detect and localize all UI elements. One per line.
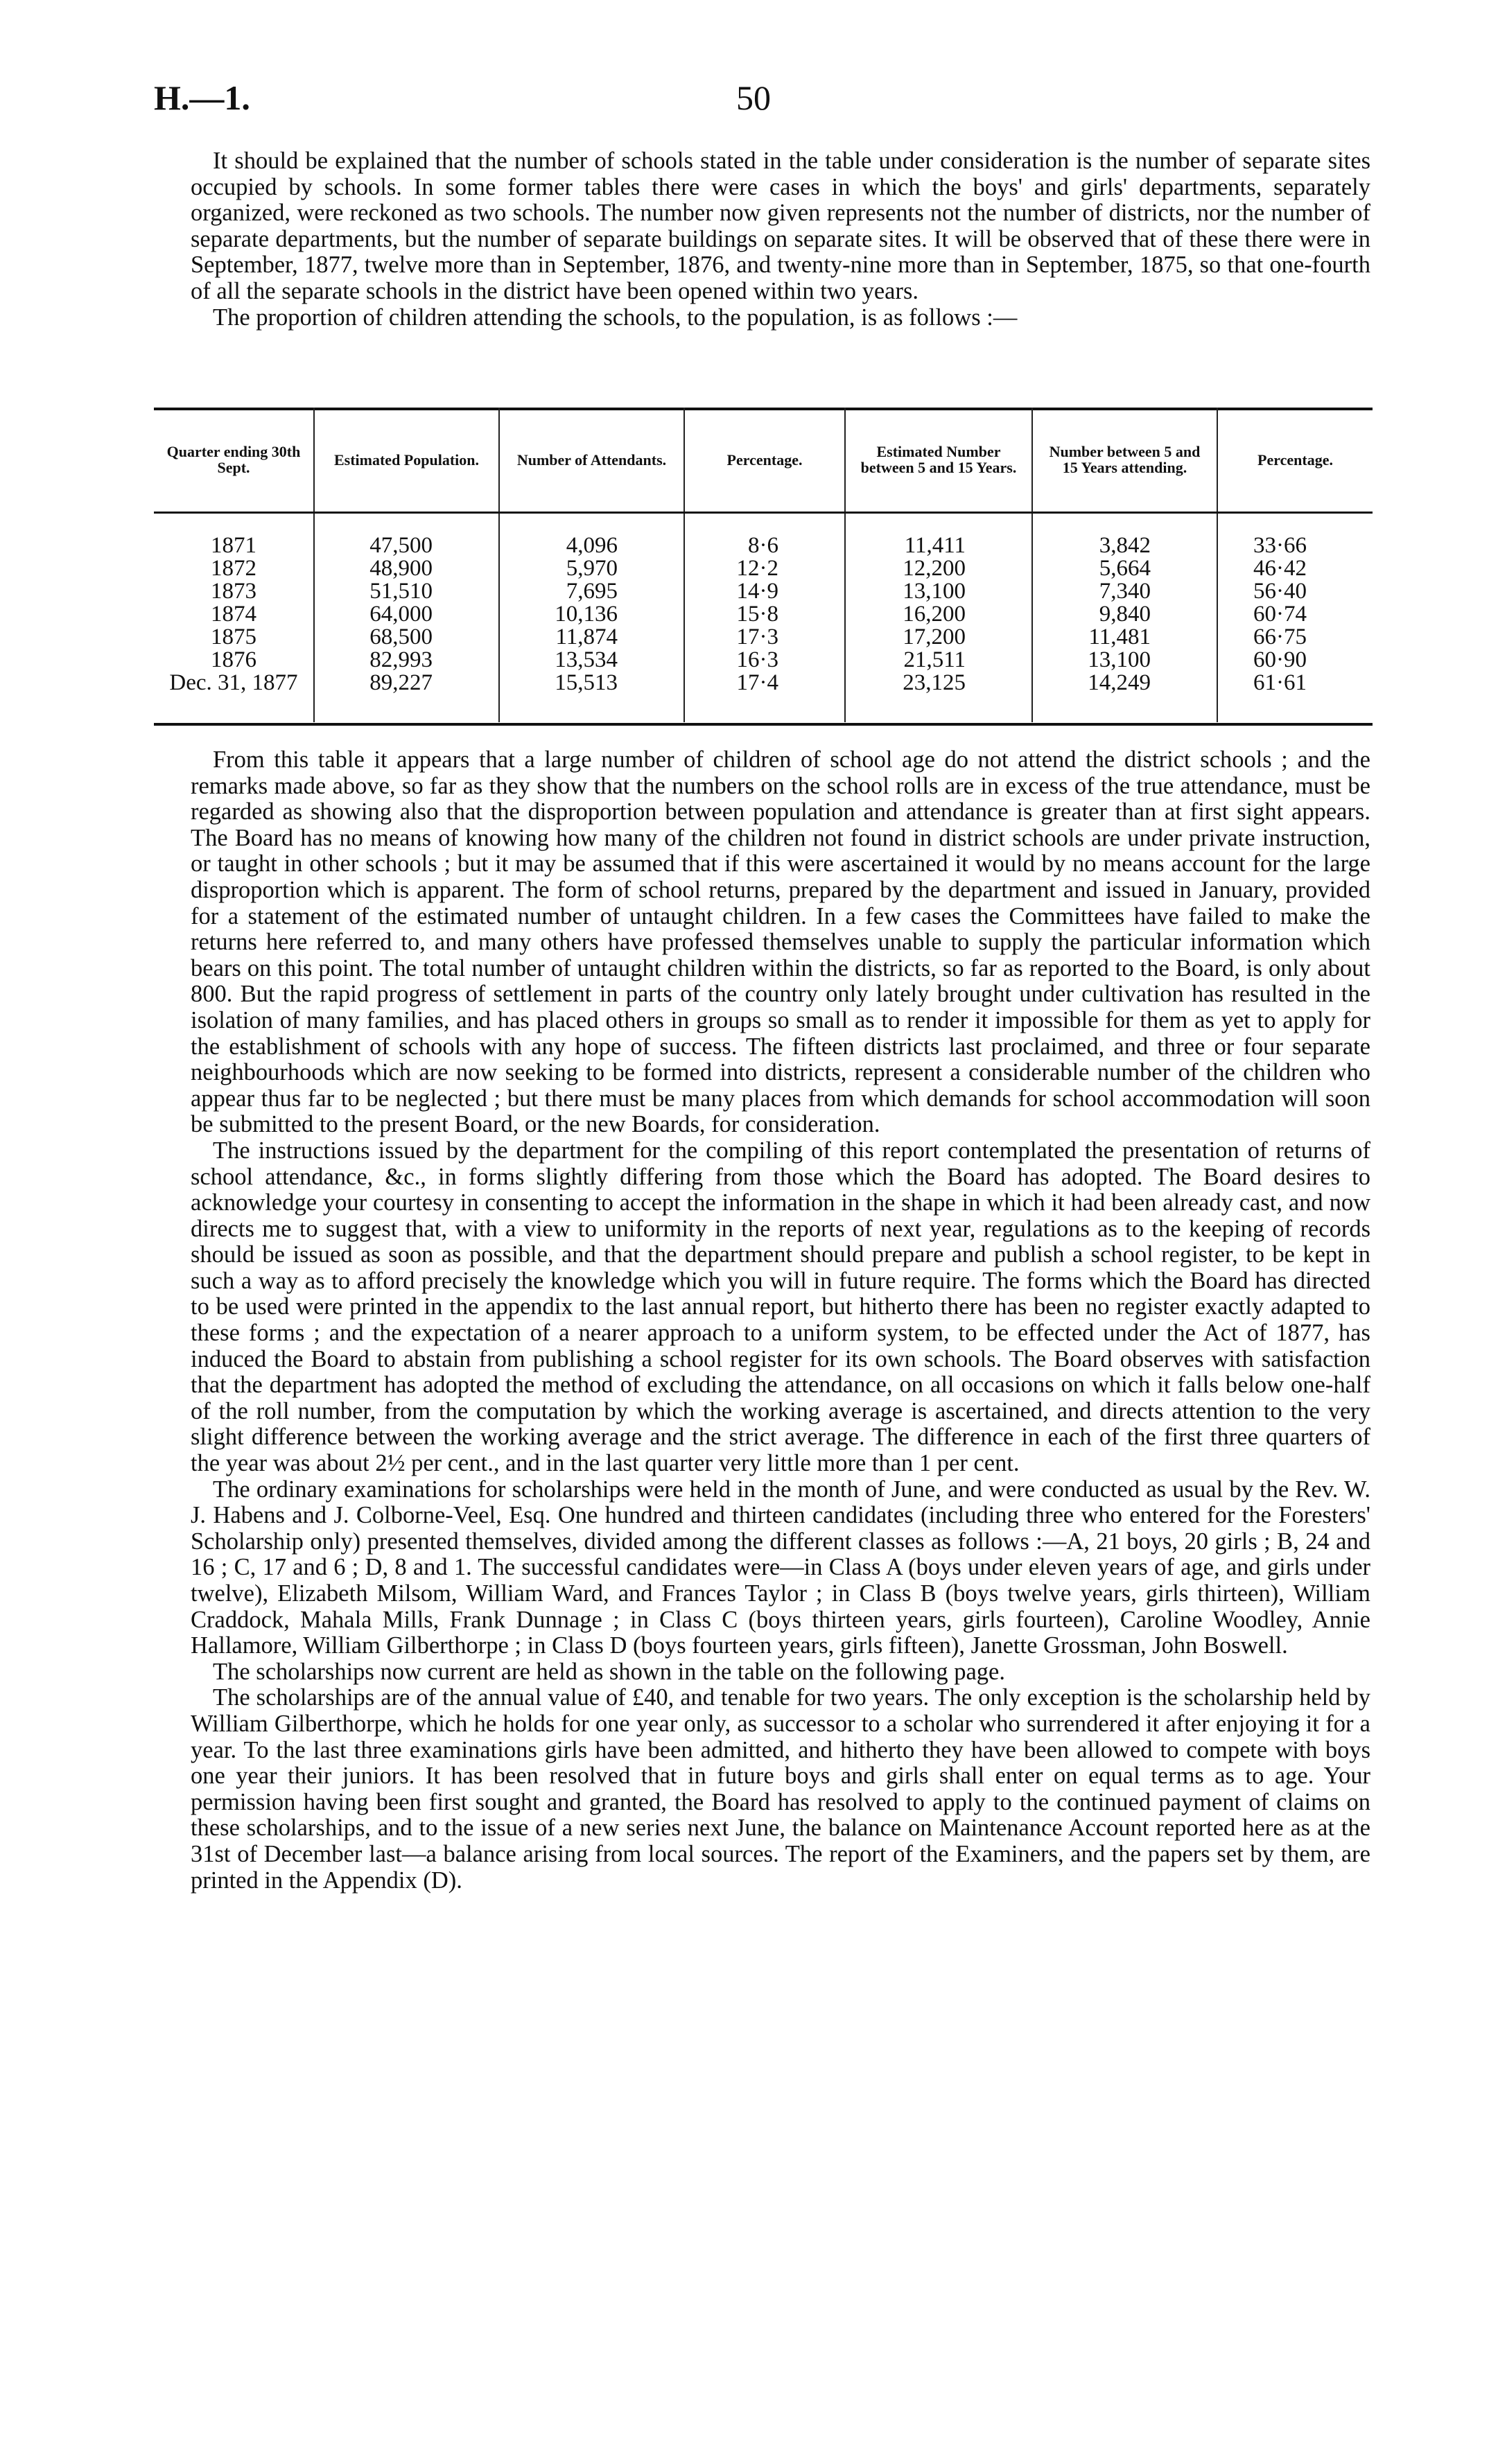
table-cell: 5,970 [499, 557, 684, 580]
table-cell: 1874 [211, 602, 256, 627]
table-cell: 3,842 [1032, 513, 1217, 558]
paragraph: The instructions issued by the department for the compiling of this report contemplated the presentation of returns of school attendance, &c., in forms slightly differing from those which the Board has adopted. The Board desires to acknowledge your courtesy in consenting to accept the information in the shape in which it had been already cast, and now directs me to suggest that, with a view to uniformity in the reports of next year, regulations as to the keeping of records should be issued as soon as possible, and that the department should prepare and publish a school register, to be kept in such a way as to afford precisely the knowledge which you will in future require. The forms which the Board has directed to be used were printed in the appendix to the last annual report, but hitherto there has been no register exactly adapted to these forms ; and the expectation of a nearer approach to a uniform system, to be effected under the Act of 1877, has induced the Board to abstain from publishing a school register for its own schools. The Board observes with satisfaction that the department has adopted the method of excluding the attendance, on all occasions on which it falls below one-half of the roll number, from the computation by which the working average is ascertained, and directs attention to the very slight difference between the working average and the strict average. The difference in each of the first three quarters of the year was about 2½ per cent., and in the last quarter very little more than 1 per cent. [191, 1137, 1370, 1477]
table-cell: 66·75 [1217, 626, 1373, 649]
table-cell: 61·61 [1217, 672, 1373, 722]
column-header: Number between 5 and 15 Years attending. [1032, 408, 1217, 513]
table-cell: 89,227 [314, 672, 499, 722]
table-cell: 47,500 [314, 513, 499, 558]
table-cell: 13,100 [845, 580, 1032, 603]
body-section [191, 747, 1370, 1894]
table-cell: 13,534 [499, 649, 684, 672]
table-cell: 1873 [211, 579, 256, 604]
column-header: Estimated Number between 5 and 15 Years. [845, 408, 1032, 513]
table-cell: Dec. 31, 1877 [169, 670, 298, 695]
table-cell: 15·8 [684, 603, 845, 626]
table-cell: 12,200 [845, 557, 1032, 580]
paragraph: The proportion of children attending the schools, to the population, is as follows :— [213, 304, 1018, 331]
table-cell: 17·4 [684, 672, 845, 722]
document-reference: H.—1. [154, 78, 250, 117]
table-cell: 56·40 [1217, 580, 1373, 603]
table-cell: 51,510 [314, 580, 499, 603]
table-cell: 48,900 [314, 557, 499, 580]
table-cell: 17·3 [684, 626, 845, 649]
paragraph: The ordinary examinations for scholarships were held in the month of June, and were conducted as usual by the Rev. W. J. Habens and J. Colborne-Veel, Esq. One hundred and thirteen candidates (including three who entered for the Foresters' Scholarship only) presented themselves, divided among the different classes as follows :—A, 21 boys, 20 girls ; B, 24 and 16 ; C, 17 and 6 ; D, 8 and 1. The successful candidates were—in Class A (boys under eleven years of age, and girls under twelve), Elizabeth Milsom, William Ward, and Frances Taylor ; in Class B (boys twelve years, girls thirteen), William Craddock, Mahala Mills, Frank Dunnage ; in Class C (boys thirteen years, girls fourteen), Caroline Woodley, Annie Hallamore, William Gilberthorpe ; in Class D (boys fourteen years, girls fifteen), Janette Grossman, John Boswell. [191, 1476, 1370, 1659]
table-row [154, 626, 1373, 649]
attendance-table [154, 408, 1373, 722]
paragraph: From this table it appears that a large number of children of school age do not attend the district schools ; and the remarks made above, so far as they show that the numbers on the school rolls are in excess of the true attendance, must be regarded as showing also that the disproportion between population and attendance is greater than at first sight appears. The Board has no means of knowing how many of the children not found in district schools are under private instruction, or taught in other schools ; but it may be assumed that if this were ascertained it would by no means account for the large disproportion which is apparent. The form of school returns, prepared by the department and issued in January, provided for a statement of the estimated number of untaught children. In a few cases the Committees have failed to make the returns here referred to, and many others have professed themselves unable to supply the particular information which bears on this point. The total number of untaught children within the districts, so far as reported to the Board, is only about 800. But the rapid progress of settlement in parts of the country only lately brought under cultivation has resulted in the isolation of many families, and has placed others in groups so small as to render it impossible for them as yet to apply for the establishment of schools with any hope of success. The fifteen districts last proclaimed, and three or four separate neighbourhoods which are now seeking to be formed into districts, represent a considerable number of the children who appear thus far to be neglected ; but there must be many places from which demands for school accommodation will soon be submitted to the present Board, or the new Boards, for consideration. [191, 746, 1370, 1138]
table-cell: 11,874 [499, 626, 684, 649]
table-cell: 16·3 [684, 649, 845, 672]
table-row [154, 672, 1373, 722]
table-header-row [154, 408, 1373, 513]
table-row [154, 649, 1373, 672]
column-header: Percentage. [1217, 408, 1373, 513]
column-header: Quarter ending 30th Sept. [154, 408, 314, 513]
table-bottom-rule [154, 723, 1373, 726]
page-number: 50 [736, 78, 771, 117]
table-cell: 17,200 [845, 626, 1032, 649]
table-cell: 11,411 [845, 513, 1032, 558]
table-cell: 64,000 [314, 603, 499, 626]
table-cell: 14·9 [684, 580, 845, 603]
column-header: Percentage. [684, 408, 845, 513]
table-cell: 60·74 [1217, 603, 1373, 626]
intro-section [191, 148, 1370, 331]
table-cell: 4,096 [499, 513, 684, 558]
table-cell: 15,513 [499, 672, 684, 722]
table-cell: 8·6 [684, 513, 845, 558]
table-cell: 68,500 [314, 626, 499, 649]
table-row [154, 603, 1373, 626]
column-header: Estimated Population. [314, 408, 499, 513]
table-cell: 1876 [211, 647, 256, 672]
table-cell: 60·90 [1217, 649, 1373, 672]
table-cell: 5,664 [1032, 557, 1217, 580]
table-cell: 7,340 [1032, 580, 1217, 603]
table-row [154, 513, 1373, 558]
table-row [154, 557, 1373, 580]
table-cell: 1872 [211, 556, 256, 581]
paragraph: The scholarships are of the annual value of £40, and tenable for two years. The only exception is the scholarship held by William Gilberthorpe, which he holds for one year only, as successor to a scholar who surrendered it after enjoying it for a year. To the last three examinations girls have been admitted, and hitherto they have been allowed to compete with boys one year their juniors. It has been resolved that in future boys and girls shall enter on equal terms as to age. Your permission having been first sought and granted, the Board has resolved to apply to the continued payment of claims on these scholarships, and to the issue of a new series next June, the balance on Maintenance Account reported here as at the 31st of December last—a balance arising from local sources. The report of the Examiners, and the papers set by them, are printed in the Appendix (D). [191, 1684, 1370, 1894]
table-cell: 13,100 [1032, 649, 1217, 672]
table-cell: 10,136 [499, 603, 684, 626]
table-cell: 82,993 [314, 649, 499, 672]
table-cell: 12·2 [684, 557, 845, 580]
table-cell: 9,840 [1032, 603, 1217, 626]
table-cell: 14,249 [1032, 672, 1217, 722]
paragraph: It should be explained that the number of schools stated in the table under consideration is the number of separate sites occupied by schools. In some former tables there were cases in which the boys' and girls' departments, separately organized, were reckoned as two schools. The number now given represents not the number of districts, nor the number of separate departments, but the number of separate buildings on separate sites. It will be observed that of these there were in September, 1877, twelve more than in September, 1876, and twenty-nine more than in September, 1875, so that one-fourth of all the separate schools in the district have been opened within two years. [191, 148, 1370, 304]
table-cell: 16,200 [845, 603, 1032, 626]
column-header: Number of Attendants. [499, 408, 684, 513]
paragraph: The scholarships now current are held as shown in the table on the following page. [213, 1658, 1005, 1685]
table-cell: 46·42 [1217, 557, 1373, 580]
table-cell: 1875 [211, 624, 256, 649]
table-row [154, 580, 1373, 603]
table-cell: 21,511 [845, 649, 1032, 672]
table-cell: 33·66 [1217, 513, 1373, 558]
table-cell: 11,481 [1032, 626, 1217, 649]
table-cell: 23,125 [845, 672, 1032, 722]
table-cell: 7,695 [499, 580, 684, 603]
table-cell: 1871 [211, 533, 256, 558]
